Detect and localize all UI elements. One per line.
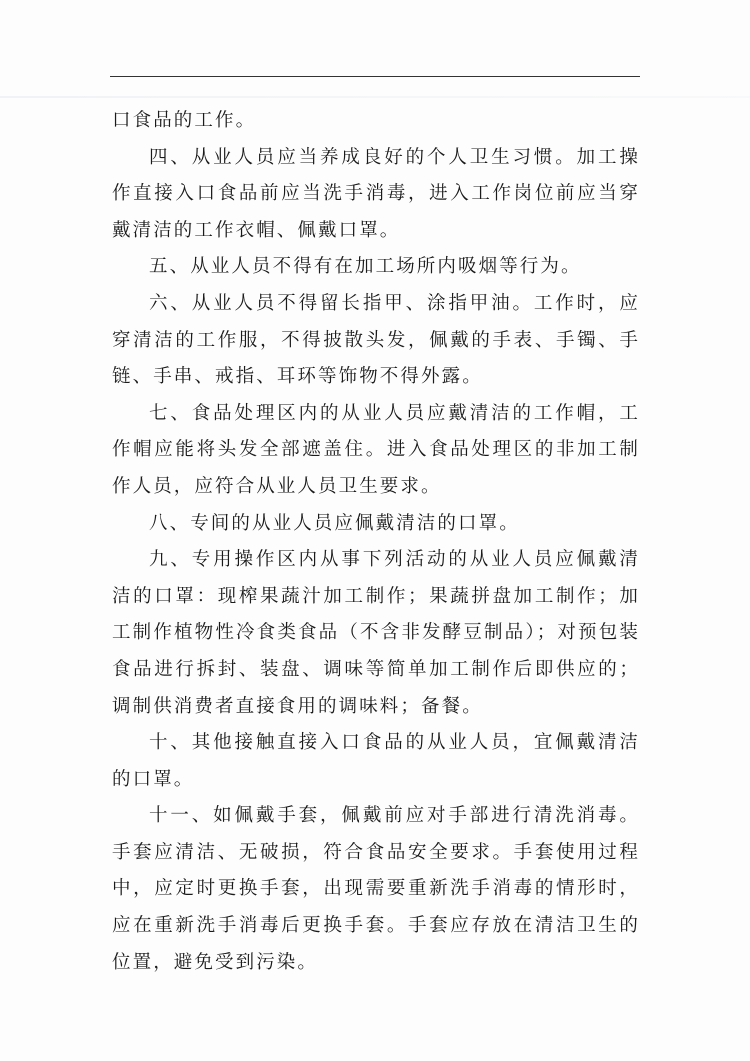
paragraph-continuation: 口食品的工作。 [112, 110, 257, 131]
paragraph-item-4: 四、从业人员应当养成良好的个人卫生习惯。加工操作直接入口食品前应当洗手消毒，进入工作岗位前应当穿戴清洁的工作衣帽、佩戴口罩。 [112, 146, 640, 241]
paragraph-item-6: 六、从业人员不得留长指甲、涂指甲油。工作时，应穿清洁的工作服，不得披散头发，佩戴的手表、手镯、手链、手串、戒指、耳环等饰物不得外露。 [112, 292, 640, 388]
scan-artifact-line [0, 96, 750, 98]
paragraph-item-5: 五、从业人员不得有在加工场所内吸烟等行为。 [149, 256, 582, 278]
paragraph-item-7: 七、食品处理区内的从业人员应戴清洁的工作帽，工作帽应能将头发全部遮盖住。进入食品处理区的非加工制作人员，应符合从业人员卫生要求。 [112, 402, 640, 497]
header-rule [110, 76, 640, 77]
paragraph-item-10: 十、其他接触直接入口食品的从业人员，宜佩戴清洁的口罩。 [112, 732, 640, 790]
document-body [112, 103, 640, 981]
paragraph-item-11: 十一、如佩戴手套，佩戴前应对手部进行清洗消毒。手套应清洁、无破损，符合食品安全要求。手套使用过程中，应定时更换手套，出现需要重新洗手消毒的情形时，应在重新洗手消毒后更换手套。手套应存放在清洁卫生的位置，避免受到污染。 [112, 805, 640, 973]
paragraph-item-8: 八、专间的从业人员应佩戴清洁的口罩。 [149, 512, 520, 534]
paragraph-item-9: 九、专用操作区内从事下列活动的从业人员应佩戴清洁的口罩：现榨果蔬汁加工制作；果蔬拼盘加工制作；加工制作植物性冷食类食品（不含非发酵豆制品）；对预包装食品进行拆封、装盘、调味等简单加工制作后即供应的；调制供消费者直接食用的调味料；备餐。 [112, 549, 640, 717]
